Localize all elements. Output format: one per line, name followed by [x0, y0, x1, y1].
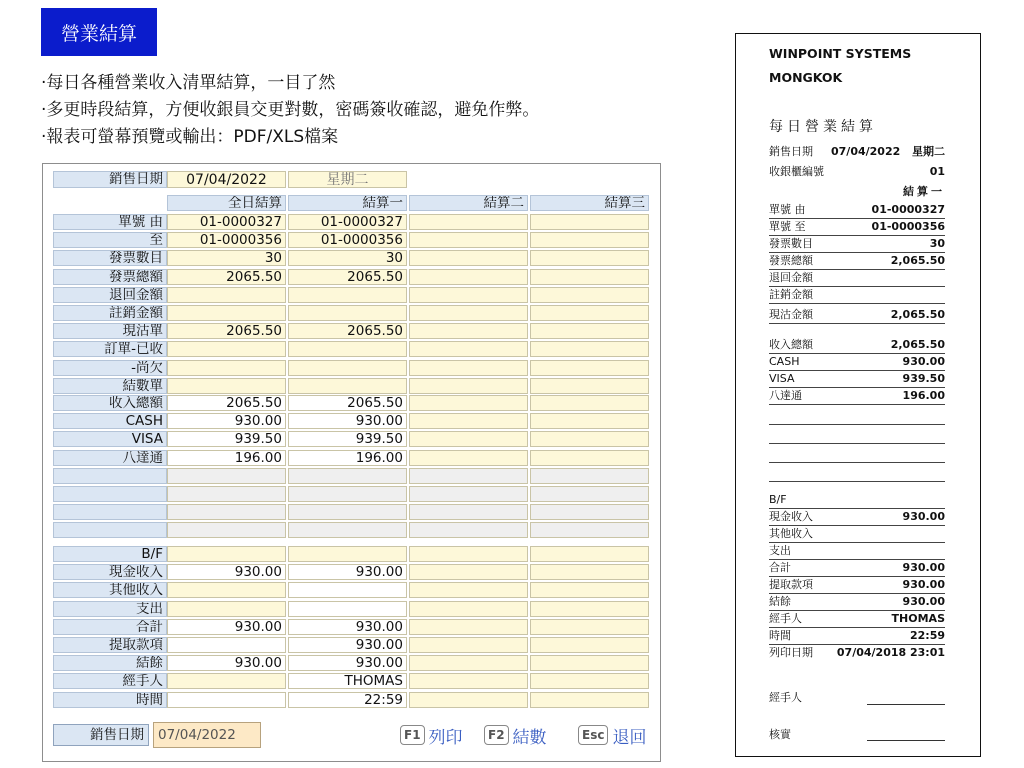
- row-value-col-4: [530, 619, 649, 635]
- row-value-col-3: [409, 305, 528, 321]
- row-value-col-3: [409, 360, 528, 376]
- row-value-col-3: [409, 431, 528, 447]
- receipt-row: [769, 408, 945, 425]
- row-label: 結數單: [53, 378, 167, 394]
- row-value-col-3: [409, 250, 528, 266]
- receipt-date-row: [769, 144, 945, 161]
- row-value-col-2: [288, 486, 407, 502]
- row-value-col-2: 930.00: [288, 413, 407, 429]
- receipt-row-value: 939.50: [902, 372, 945, 385]
- row-value-col-3: [409, 582, 528, 598]
- bullet-2: ‧多更時段結算，方便收銀員交更對數，密碼簽收確認，避免作弊。: [41, 100, 540, 120]
- receipt-date-label: 銷售日期: [769, 145, 813, 158]
- row-value-col-3: [409, 564, 528, 580]
- row-value-col-3: [409, 413, 528, 429]
- row-value-col-1: 196.00: [167, 450, 286, 466]
- signature-line: [867, 704, 945, 705]
- receipt-row: [769, 543, 945, 560]
- column-header-4: 結算三: [530, 195, 649, 211]
- print-button-label: 列印: [428, 727, 463, 748]
- receipt-row-label: 八達通: [769, 389, 802, 402]
- receipt-row: [769, 560, 945, 577]
- row-value-col-3: [409, 269, 528, 285]
- row-value-col-1: [167, 673, 286, 689]
- receipt-row-value: 930.00: [902, 578, 945, 591]
- row-label: 收入總額: [53, 395, 167, 411]
- receipt-row-label: 合計: [769, 561, 791, 574]
- row-label: 訂單-已收: [53, 341, 167, 357]
- row-value-col-3: [409, 601, 528, 617]
- row-value-col-3: [409, 395, 528, 411]
- receipt-till: 01: [929, 165, 945, 178]
- row-value-col-1: 30: [167, 250, 286, 266]
- receipt-row-label: CASH: [769, 355, 800, 368]
- row-value-col-3: [409, 673, 528, 689]
- receipt-till-row: [769, 164, 945, 181]
- row-label: VISA: [53, 431, 167, 447]
- receipt-title: 每日營業結算: [769, 119, 877, 135]
- row-value-col-1: [167, 486, 286, 502]
- receipt-row-label: 支出: [769, 544, 791, 557]
- footer-date-label: 銷售日期: [53, 724, 149, 746]
- row-value-col-1: 930.00: [167, 619, 286, 635]
- row-value-col-4: [530, 546, 649, 562]
- row-label: [53, 522, 167, 538]
- row-value-col-1: 2065.50: [167, 323, 286, 339]
- row-value-col-4: [530, 601, 649, 617]
- receipt-date: 07/04/2022: [831, 145, 901, 158]
- receipt-weekday: 星期二: [912, 145, 945, 158]
- receipt-row: [769, 307, 945, 324]
- receipt-row: [769, 509, 945, 526]
- receipt-row: [769, 446, 945, 463]
- receipt-row-label: 收入總額: [769, 338, 813, 351]
- back-button-label: 退回: [612, 727, 647, 748]
- row-value-col-2: [288, 522, 407, 538]
- row-value-col-4: [530, 486, 649, 502]
- row-value-col-4: [530, 323, 649, 339]
- back-button[interactable]: [578, 722, 646, 748]
- receipt-row-value: 930.00: [902, 510, 945, 523]
- row-value-col-2: 01-0000327: [288, 214, 407, 230]
- receipt-row-value: 930.00: [902, 355, 945, 368]
- receipt-row-value: 2,065.50: [890, 308, 945, 321]
- row-label: 時間: [53, 692, 167, 708]
- row-label: [53, 486, 167, 502]
- row-label: 發票總額: [53, 269, 167, 285]
- row-value-col-4: [530, 450, 649, 466]
- receipt-row: [769, 645, 945, 662]
- row-label: 退回金額: [53, 287, 167, 303]
- row-label: [53, 468, 167, 484]
- receipt-row: [769, 611, 945, 628]
- receipt-row-value: 2,065.50: [890, 338, 945, 351]
- row-value-col-2: [288, 305, 407, 321]
- row-value-col-4: [530, 655, 649, 671]
- receipt-row-label: 現金收入: [769, 510, 813, 523]
- row-label: 註銷金額: [53, 305, 167, 321]
- receipt-row: [769, 628, 945, 645]
- row-value-col-1: [167, 637, 286, 653]
- receipt-row-value: 2,065.50: [890, 254, 945, 267]
- receipt-row-label: 發票數目: [769, 237, 813, 250]
- row-value-col-3: [409, 214, 528, 230]
- receipt-column-header: 結算一: [903, 185, 945, 198]
- settle-button-label: 結數: [512, 727, 547, 748]
- footer-date-input[interactable]: 07/04/2022: [153, 722, 261, 748]
- receipt-row-label: 提取款項: [769, 578, 813, 591]
- row-value-col-1: [167, 341, 286, 357]
- settlement-receipt: [735, 33, 981, 757]
- row-value-col-3: [409, 619, 528, 635]
- receipt-row: [769, 492, 945, 509]
- receipt-row-value: 930.00: [902, 561, 945, 574]
- row-value-col-3: [409, 504, 528, 520]
- receipt-row: [769, 388, 945, 405]
- row-value-col-2: [288, 504, 407, 520]
- receipt-row-value: 930.00: [902, 595, 945, 608]
- weekday-value: 星期二: [288, 171, 407, 188]
- row-value-col-4: [530, 468, 649, 484]
- row-value-col-1: [167, 522, 286, 538]
- receipt-row: [769, 270, 945, 287]
- receipt-row-label: 結餘: [769, 595, 791, 608]
- row-value-col-1: 2065.50: [167, 395, 286, 411]
- row-value-col-1: [167, 360, 286, 376]
- f1-key-icon: F1: [400, 725, 425, 745]
- row-value-col-1: [167, 305, 286, 321]
- row-value-col-4: [530, 431, 649, 447]
- row-value-col-3: [409, 341, 528, 357]
- row-value-col-1: 930.00: [167, 564, 286, 580]
- row-value-col-2: 930.00: [288, 619, 407, 635]
- receipt-row-label: VISA: [769, 372, 795, 385]
- row-value-col-3: [409, 486, 528, 502]
- row-value-col-3: [409, 655, 528, 671]
- sale-date-label: 銷售日期: [53, 171, 167, 188]
- row-value-col-2: THOMAS: [288, 673, 407, 689]
- row-value-col-2: 2065.50: [288, 395, 407, 411]
- receipt-row-value: 22:59: [909, 629, 945, 642]
- row-value-col-3: [409, 692, 528, 708]
- f2-key-icon: F2: [484, 725, 509, 745]
- row-label: 其他收入: [53, 582, 167, 598]
- row-value-col-3: [409, 637, 528, 653]
- row-value-col-2: 2065.50: [288, 323, 407, 339]
- row-value-col-1: 01-0000356: [167, 232, 286, 248]
- row-label: CASH: [53, 413, 167, 429]
- receipt-column-row: [769, 184, 945, 201]
- row-value-col-2: 939.50: [288, 431, 407, 447]
- receipt-row: [769, 526, 945, 543]
- row-value-col-2: [288, 378, 407, 394]
- page-title-badge: 營業結算: [41, 8, 157, 56]
- column-header-2: 結算一: [288, 195, 407, 211]
- row-value-col-4: [530, 673, 649, 689]
- row-label: 至: [53, 232, 167, 248]
- row-value-col-4: [530, 305, 649, 321]
- receipt-row-label: 時間: [769, 629, 791, 642]
- row-value-col-2: 01-0000356: [288, 232, 407, 248]
- receipt-row-label: 發票總額: [769, 254, 813, 267]
- row-value-col-1: [167, 601, 286, 617]
- row-value-col-4: [530, 637, 649, 653]
- row-value-col-2: [288, 341, 407, 357]
- row-value-col-3: [409, 468, 528, 484]
- esc-key-icon: Esc: [578, 725, 608, 745]
- row-label: 單號 由: [53, 214, 167, 230]
- row-value-col-4: [530, 269, 649, 285]
- row-value-col-2: [288, 360, 407, 376]
- receipt-row-value: 01-0000356: [871, 220, 945, 233]
- bullet-1: ‧每日各種營業收入清單結算，一目了然: [41, 73, 336, 93]
- receipt-row-label: 單號 由: [769, 203, 806, 216]
- receipt-row-label: 退回金額: [769, 271, 813, 284]
- row-value-col-4: [530, 341, 649, 357]
- receipt-row-label: 經手人: [769, 612, 802, 625]
- print-button[interactable]: [400, 722, 463, 748]
- receipt-row-value: 196.00: [902, 389, 945, 402]
- receipt-row: [769, 354, 945, 371]
- receipt-branch: MONGKOK: [769, 70, 843, 85]
- row-value-col-1: 01-0000327: [167, 214, 286, 230]
- row-value-col-4: [530, 232, 649, 248]
- row-value-col-3: [409, 522, 528, 538]
- row-value-col-1: 930.00: [167, 655, 286, 671]
- settle-button[interactable]: [484, 722, 547, 748]
- feature-bullets: [41, 70, 539, 151]
- bullet-3: ‧報表可螢幕預覽或輸出：PDF/XLS檔案: [41, 127, 339, 147]
- row-label: 發票數目: [53, 250, 167, 266]
- row-value-col-2: 196.00: [288, 450, 407, 466]
- row-value-col-4: [530, 522, 649, 538]
- row-value-col-2: 930.00: [288, 655, 407, 671]
- receipt-row-label: B/F: [769, 493, 787, 506]
- receipt-row-value: 30: [929, 237, 945, 250]
- row-label: 現金收入: [53, 564, 167, 580]
- row-value-col-1: [167, 582, 286, 598]
- row-value-col-4: [530, 360, 649, 376]
- row-value-col-2: [288, 546, 407, 562]
- column-header-3: 結算二: [409, 195, 528, 211]
- receipt-till-label: 收銀櫃編號: [769, 165, 824, 178]
- row-value-col-4: [530, 692, 649, 708]
- row-value-col-3: [409, 378, 528, 394]
- row-value-col-4: [530, 564, 649, 580]
- row-value-col-4: [530, 214, 649, 230]
- receipt-row: [769, 202, 945, 219]
- row-value-col-3: [409, 323, 528, 339]
- receipt-row: [769, 236, 945, 253]
- receipt-row-label: 註銷金額: [769, 288, 813, 301]
- row-value-col-3: [409, 546, 528, 562]
- row-value-col-1: [167, 504, 286, 520]
- row-label: 現沽單: [53, 323, 167, 339]
- receipt-row: [769, 253, 945, 270]
- receipt-row: [769, 219, 945, 236]
- receipt-row: [769, 337, 945, 354]
- row-value-col-1: [167, 468, 286, 484]
- receipt-row: [769, 287, 945, 304]
- row-value-col-3: [409, 287, 528, 303]
- row-value-col-3: [409, 232, 528, 248]
- row-value-col-2: 2065.50: [288, 269, 407, 285]
- row-value-col-4: [530, 582, 649, 598]
- row-value-col-2: 30: [288, 250, 407, 266]
- receipt-row: [769, 427, 945, 444]
- row-label: 提取款項: [53, 637, 167, 653]
- row-label: B/F: [53, 546, 167, 562]
- row-value-col-1: [167, 546, 286, 562]
- receipt-company: WINPOINT SYSTEMS: [769, 46, 912, 61]
- receipt-row-value: THOMAS: [891, 612, 945, 625]
- receipt-sig-verify: 核實: [769, 728, 791, 741]
- row-value-col-2: [288, 287, 407, 303]
- receipt-row-value: 07/04/2018 23:01: [836, 646, 945, 659]
- row-value-col-2: [288, 582, 407, 598]
- row-value-col-2: 930.00: [288, 637, 407, 653]
- row-label: 結餘: [53, 655, 167, 671]
- row-label: 經手人: [53, 673, 167, 689]
- row-value-col-4: [530, 504, 649, 520]
- row-label: 八達通: [53, 450, 167, 466]
- row-value-col-2: 930.00: [288, 564, 407, 580]
- signature-line: [867, 740, 945, 741]
- settlement-form: [42, 163, 661, 762]
- receipt-row: [769, 371, 945, 388]
- receipt-row-label: 列印日期: [769, 646, 813, 659]
- receipt-row-label: 其他收入: [769, 527, 813, 540]
- row-value-col-4: [530, 395, 649, 411]
- row-value-col-3: [409, 450, 528, 466]
- row-value-col-1: 930.00: [167, 413, 286, 429]
- row-value-col-1: [167, 287, 286, 303]
- row-label: 支出: [53, 601, 167, 617]
- receipt-row-value: 01-0000327: [871, 203, 945, 216]
- row-label: -尚欠: [53, 360, 167, 376]
- row-value-col-4: [530, 250, 649, 266]
- row-value-col-4: [530, 413, 649, 429]
- row-label: 合計: [53, 619, 167, 635]
- sale-date-value: 07/04/2022: [167, 171, 286, 188]
- row-value-col-1: [167, 692, 286, 708]
- receipt-sig-handler: 經手人: [769, 691, 802, 704]
- row-value-col-1: 939.50: [167, 431, 286, 447]
- row-label: [53, 504, 167, 520]
- receipt-row: [769, 577, 945, 594]
- row-value-col-2: [288, 468, 407, 484]
- row-value-col-4: [530, 287, 649, 303]
- column-header-1: 全日結算: [167, 195, 286, 211]
- receipt-row: [769, 594, 945, 611]
- receipt-row: [769, 465, 945, 482]
- receipt-row-label: 現沽金額: [769, 308, 813, 321]
- row-value-col-1: 2065.50: [167, 269, 286, 285]
- row-value-col-2: 22:59: [288, 692, 407, 708]
- receipt-row-label: 單號 至: [769, 220, 806, 233]
- row-value-col-2: [288, 601, 407, 617]
- row-value-col-1: [167, 378, 286, 394]
- row-value-col-4: [530, 378, 649, 394]
